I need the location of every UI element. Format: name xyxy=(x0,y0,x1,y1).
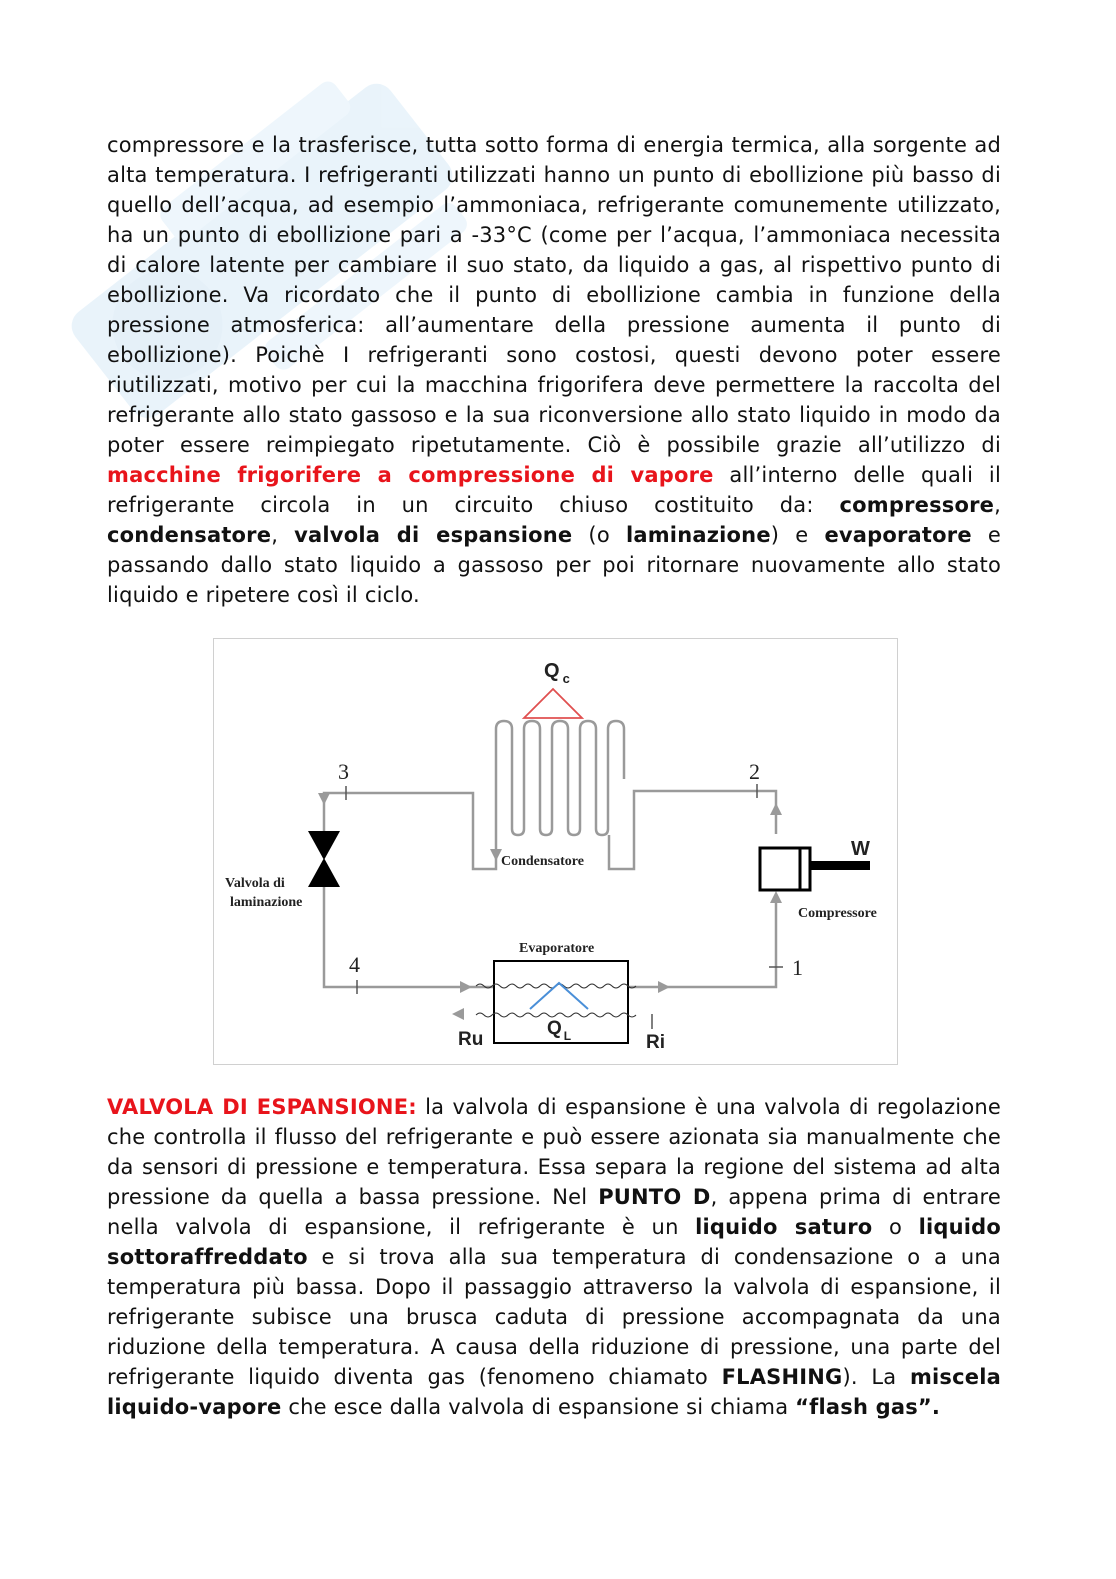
text-run: ). La xyxy=(842,1365,910,1389)
term-flash-gas: “flash gas”. xyxy=(795,1395,941,1419)
condensatore-label: Condensatore xyxy=(501,854,584,869)
pipe-3-condenser xyxy=(324,759,496,869)
valvola-label-line1: Valvola di xyxy=(225,876,285,891)
term-liquido-saturo: liquido saturo xyxy=(695,1215,873,1239)
work-label: W xyxy=(851,838,870,860)
term-punto-d: PUNTO D xyxy=(598,1185,711,1209)
evaporatore-label: Evaporatore xyxy=(519,941,595,956)
text-run: , appena prima di entrare nella valvola di espansione, il refrigerante è un xyxy=(107,1185,1002,1239)
term-liquido-sottoraffreddato: liquido sottoraffreddato xyxy=(107,1215,1002,1269)
term-flashing: FLASHING xyxy=(721,1365,843,1389)
point-label-1: 1 xyxy=(792,955,803,980)
intro-paragraph xyxy=(107,130,1001,610)
ri-label: Ri xyxy=(646,1032,665,1053)
refrigeration-cycle-diagram xyxy=(213,638,898,1065)
term-condensatore: condensatore xyxy=(107,523,272,547)
term-compressore: compressore xyxy=(839,493,995,517)
text-run: (o xyxy=(572,523,626,547)
valvola-label-line2: laminazione xyxy=(230,895,303,910)
pipe-1-evaporator xyxy=(628,894,776,987)
point-label-3: 3 xyxy=(338,759,349,784)
term-valvola: valvola di espansione xyxy=(294,523,573,547)
flow-arrow xyxy=(770,803,782,815)
diagram-svg xyxy=(214,639,899,1066)
flow-arrow xyxy=(452,1008,464,1020)
text-run: o xyxy=(872,1215,919,1239)
pipe-condenser-2 xyxy=(609,791,776,869)
heat-out-arrow xyxy=(524,689,582,718)
text-run: compressore e la trasferisce, tutta sotto forma di energia termica, alla sorgente ad alta temperatura. I refrigeranti utilizzati hanno un punto di ebollizione più basso di quello dell’acqua, ad esempio l’ammoniaca, refrigerante comunemente utilizzato, ha un punto di ebollizione pari a -33°C (come per l’acqua, l’ammoniaca necessita di calore latente per cambiare il suo stato, da liquido a gas, al rispettivo punto di ebollizione. Va ricordato che il punto di ebollizione cambia in funzione della pressione atmosferica: all’aumentare della pressione aumenta il punto di ebollizione). Poichè I refrigeranti sono costosi, questi devono poter essere riutilizzati, motivo per cui la macchina frigorifera deve permettere la raccolta del refrigerante allo stato gassoso e la sua riconversione allo stato liquido in modo da poter essere reimpiegato ripetutamente. Ciò è possibile grazie all’utilizzo di xyxy=(107,133,1001,457)
point-label-4: 4 xyxy=(349,952,360,977)
text-run: ) e xyxy=(770,523,825,547)
term-evaporatore: evaporatore xyxy=(824,523,972,547)
text-run: la valvola di espansione è una valvola di regolazione che controlla il flusso del refrigerante e può essere azionata sia manualmente che da sensori di pressione e temperatura. Essa separa la regione del sistema ad alta pressione da quella a bassa pressione. Nel xyxy=(107,1095,1002,1209)
compressore-label: Compressore xyxy=(798,906,877,921)
term-laminazione: laminazione xyxy=(625,523,771,547)
valve-paragraph xyxy=(107,1092,1001,1422)
point-label-2: 2 xyxy=(749,759,760,784)
flow-arrow xyxy=(658,981,670,993)
text-run: , xyxy=(271,523,295,547)
expansion-valve-symbol xyxy=(308,831,340,887)
text-run: all’interno delle quali il refrigerante circola in un circuito chiuso costituito da: xyxy=(107,463,1001,517)
text-run: che esce dalla valvola di espansione si chiama xyxy=(281,1395,796,1419)
flow-arrow xyxy=(318,793,330,805)
condenser-coil xyxy=(496,721,624,835)
highlight-text: macchine frigorifere a compressione di vapore xyxy=(107,463,714,487)
text-run: , xyxy=(994,493,1001,517)
flow-arrow xyxy=(770,891,782,903)
term-miscela: miscela liquido-vapore xyxy=(107,1365,1001,1419)
section-heading: VALVOLA DI ESPANSIONE: xyxy=(107,1095,417,1119)
flow-arrow xyxy=(460,981,472,993)
text-run: e si trova alla sua temperatura di condensazione o a una temperatura più bassa. Dopo il passaggio attraverso la valvola di espansione, il refrigerante subisce una brusca caduta di pressione accompagnata da una riduzione della temperatura. A causa della riduzione di pressione, una parte del refrigerante liquido diventa gas (fenomeno chiamato xyxy=(107,1245,1001,1389)
qc-label: Q $_c$ xyxy=(544,660,570,686)
text-run: e passando dallo stato liquido a gassoso per poi ritornare nuovamente allo stato liquido e ripetere così il ciclo. xyxy=(107,523,1001,607)
ru-label: Ru xyxy=(458,1029,484,1050)
ql-label: Q $_L$ xyxy=(547,1018,572,1043)
